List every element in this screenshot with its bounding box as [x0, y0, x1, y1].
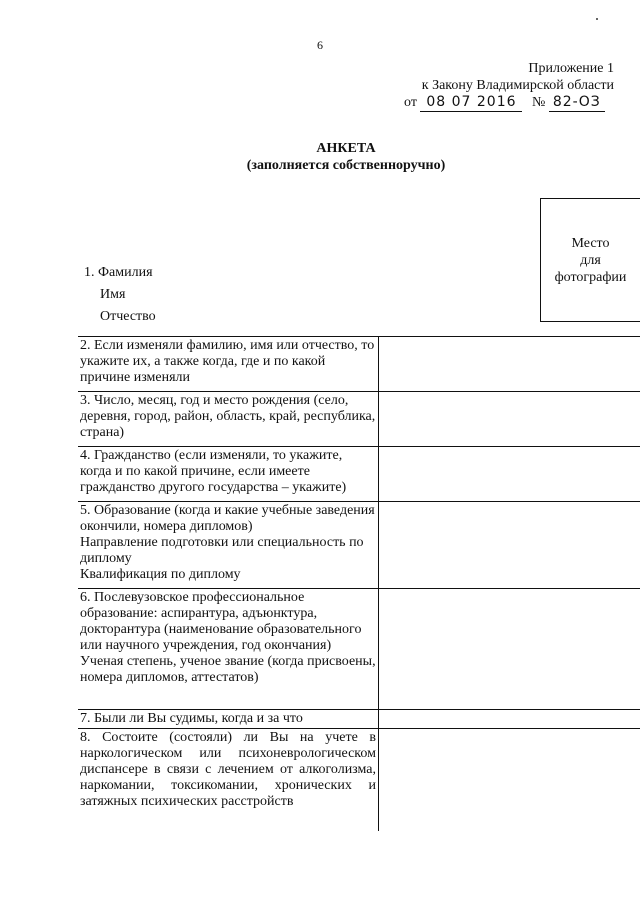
appendix-title: Приложение 1	[528, 61, 614, 76]
appendix-header	[404, 60, 614, 112]
question-6-degree-label: Ученая степень, ученое звание (когда присвоены, номера дипломов, аттестатов)	[80, 654, 376, 685]
question-6-text	[78, 589, 379, 710]
photo-box-line2: для	[580, 253, 601, 268]
form-title	[0, 140, 640, 174]
question-8-label: 8. Состоите (состояли) ли Вы на учете в наркологическом или психоневрологическом диспансере в связи с лечением от алкоголизма, наркомании, токсикомании, хронических и затяжных психических расстройств	[80, 730, 376, 809]
photo-box-line1: Место	[571, 236, 610, 251]
from-label: от	[404, 95, 417, 110]
question-4-answer[interactable]	[379, 447, 640, 502]
question-5-text	[78, 502, 379, 589]
question-7-text	[78, 710, 379, 729]
table-row	[78, 502, 640, 589]
appendix-law: к Закону Владимирской области	[421, 78, 614, 93]
surname-label: 1. Фамилия	[84, 265, 153, 280]
appendix-reference	[404, 94, 614, 112]
question-8-answer[interactable]	[379, 729, 640, 832]
law-number: 82-ОЗ	[549, 94, 605, 112]
table-row	[78, 729, 640, 832]
question-5-specialty-label: Направление подготовки или специальность по диплому	[80, 535, 364, 566]
table-row	[78, 589, 640, 710]
question-1	[84, 262, 156, 328]
photo-box	[540, 198, 640, 322]
question-5-label: 5. Образование (когда и какие учебные заведения окончили, номера дипломов)	[80, 503, 375, 534]
question-4-text	[78, 447, 379, 502]
question-3-answer[interactable]	[379, 392, 640, 447]
scan-mark	[596, 18, 598, 20]
page-number: 6	[317, 38, 323, 52]
photo-box-line3: фотографии	[554, 270, 627, 285]
law-date: 08 07 2016	[420, 94, 522, 112]
question-3-text	[78, 392, 379, 447]
table-row	[78, 710, 640, 729]
question-3-label: 3. Число, месяц, год и место рождения (село, деревня, город, район, область, край, республика, страна)	[80, 393, 376, 440]
question-2-text	[78, 337, 379, 392]
table-row	[78, 337, 640, 392]
question-4-label: 4. Гражданство (если изменяли, то укажите, когда и по какой причине, если имеете гражданство другого государства – укажите)	[80, 448, 347, 495]
question-7-answer[interactable]	[379, 710, 640, 729]
table-row	[78, 392, 640, 447]
question-8-text	[78, 729, 379, 832]
form-title-main: АНКЕТА	[316, 141, 376, 156]
number-label: №	[531, 95, 546, 110]
form-title-sub: (заполняется собственноручно)	[246, 158, 446, 173]
table-row	[78, 447, 640, 502]
question-2-answer[interactable]	[379, 337, 640, 392]
question-6-label: 6. Послевузовское профессиональное образование: аспирантура, адъюнктура, докторантура (наименование образовательного или научного учреждения, год окончания)	[80, 590, 362, 653]
question-5-answer[interactable]	[379, 502, 640, 589]
question-6-answer[interactable]	[379, 589, 640, 710]
name-label: Имя	[100, 287, 126, 302]
question-2-label: 2. Если изменяли фамилию, имя или отчество, то укажите их, а также когда, где и по какой причине изменяли	[80, 338, 375, 385]
question-7-label: 7. Были ли Вы судимы, когда и за что	[80, 711, 303, 726]
questionnaire-table	[78, 336, 640, 831]
patronymic-label: Отчество	[100, 309, 156, 324]
question-5-qualification-label: Квалификация по диплому	[80, 567, 241, 582]
